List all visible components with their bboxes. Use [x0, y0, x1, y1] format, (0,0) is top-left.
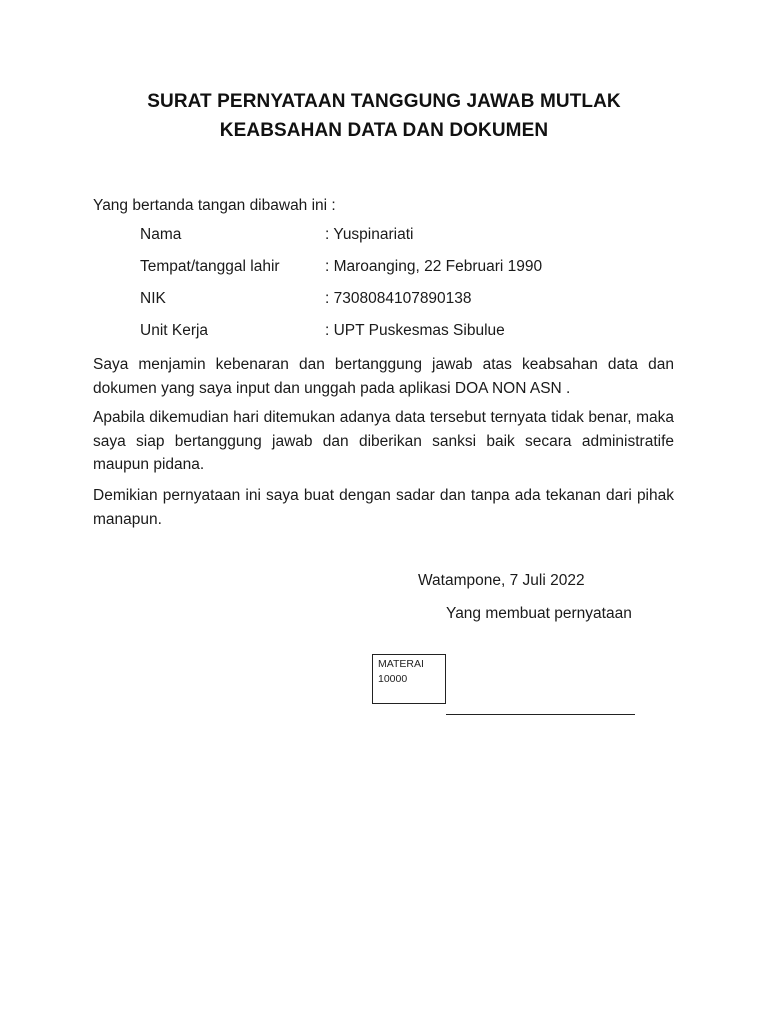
statement-paragraph-2: Apabila dikemudian hari ditemukan adanya data tersebut ternyata tidak benar, maka saya siap bertanggung jawab dan diberikan sanksi baik secara administratife maupun pidana. — [93, 409, 674, 473]
intro-text: Yang bertanda tangan dibawah ini : — [93, 197, 336, 214]
document-title-line-1: SURAT PERNYATAAN TANGGUNG JAWAB MUTLAK — [147, 91, 621, 112]
statement-paragraph-1: Saya menjamin kebenaran dan bertanggung jawab atas keabsahan data dan dokumen yang saya input dan unggah pada aplikasi DOA NON ASN . — [93, 356, 674, 397]
field-value-nik: : 7308084107890138 — [325, 290, 472, 307]
statement-paragraph-3: Demikian pernyataan ini saya buat dengan sadar dan tanpa ada tekanan dari pihak manapun. — [93, 487, 674, 528]
field-value-birth: : Maroanging, 22 Februari 1990 — [325, 258, 543, 275]
document-title-line-2: KEABSAHAN DATA DAN DOKUMEN — [219, 120, 549, 141]
field-label-birth: Tempat/tanggal lahir — [140, 258, 280, 275]
field-label-name: Nama — [140, 226, 182, 243]
signature-line — [446, 714, 635, 715]
stamp-box — [372, 654, 446, 704]
maker-label: Yang membuat pernyataan — [446, 605, 632, 622]
field-label-nik: NIK — [140, 290, 166, 307]
stamp-label: MATERAI — [378, 658, 424, 670]
place-date: Watampone, 7 Juli 2022 — [418, 572, 585, 589]
field-value-unit: : UPT Puskesmas Sibulue — [325, 322, 505, 339]
field-value-name: : Yuspinariati — [325, 226, 414, 243]
field-label-unit: Unit Kerja — [140, 322, 209, 339]
stamp-value: 10000 — [378, 673, 408, 685]
